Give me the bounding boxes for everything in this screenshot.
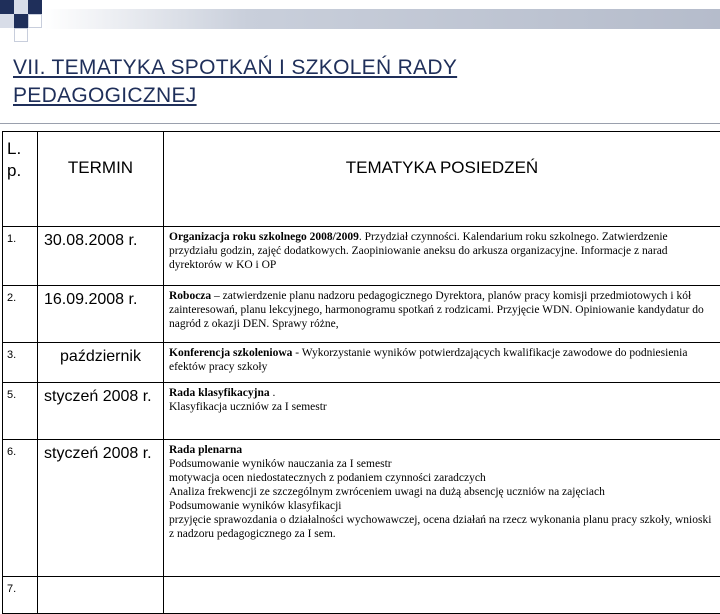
decor-square	[14, 28, 28, 42]
header-topic: TEMATYKA POSIEDZEŃ	[164, 132, 720, 227]
topic-bold: Konferencja szkoleniowa	[169, 347, 292, 359]
topic-text: .	[270, 387, 276, 399]
table-row	[3, 577, 720, 614]
row-term: styczeń 2008 r.	[38, 383, 164, 440]
row-term: styczeń 2008 r.	[38, 440, 164, 577]
decor-square	[14, 0, 28, 14]
slide-title	[13, 54, 703, 110]
topic-bold: Rada plenarna	[169, 444, 242, 456]
row-topic	[164, 383, 720, 440]
decor-square	[0, 0, 14, 14]
table-row	[3, 383, 720, 440]
row-no: 3.	[3, 343, 38, 383]
slide-title-line2: PEDAGOGICZNEJ	[13, 82, 703, 110]
topic-bold: Rada klasyfikacyjna	[169, 387, 270, 399]
row-topic	[164, 577, 720, 614]
row-no: 5.	[3, 383, 38, 440]
header-term: TERMIN	[38, 132, 164, 227]
title-divider	[0, 123, 720, 124]
row-term: 16.09.2008 r.	[38, 286, 164, 343]
row-topic	[164, 227, 720, 286]
topic-text: – zatwierdzenie planu nadzoru pedagogicznego Dyrektora, planów pracy komisji przedmiotowych i kół zainteresowań, planu lekcyjnego, harmonogramu spotkań z rodzicami. Przyjęcie WDN. Opiniowanie kandydatur do nagród z okazji DEN. Sprawy różne,	[169, 290, 704, 330]
decor-square	[28, 14, 42, 28]
table-row	[3, 227, 720, 286]
row-no: 6.	[3, 440, 38, 577]
row-term: październik	[38, 343, 164, 383]
row-topic	[164, 286, 720, 343]
schedule-table	[2, 131, 720, 614]
topic-bold: Robocza	[169, 290, 211, 302]
topic-line: Podsumowanie wyników klasyfikacji	[169, 499, 716, 513]
row-no: 1.	[3, 227, 38, 286]
table-row	[3, 286, 720, 343]
table-row	[3, 343, 720, 383]
header-gradient-bar	[44, 9, 720, 29]
row-topic	[164, 343, 720, 383]
topic-bold: Organizacja roku szkolnego 2008/2009	[169, 231, 359, 243]
topic-line: motywacja ocen niedostatecznych z podaniem czynności zaradczych	[169, 471, 716, 485]
row-term: 30.08.2008 r.	[38, 227, 164, 286]
topic-line: Analiza frekwencji ze szczególnym zwróceniem uwagi na dużą absencję uczniów na zajęciach	[169, 485, 716, 499]
table-header-row	[3, 132, 720, 227]
topic-text: . Przydział czynności. Kalendarium roku szkolnego. Zatwierdzenie przydziału godzin, zajęć dodatkowych. Zaopiniowanie aneksu do arkusza organizacyjne. Informacje z narad dyrektorów w KO i OP	[169, 231, 668, 271]
topic-line: Podsumowanie wyników nauczania za I semestr	[169, 457, 716, 471]
topic-line: przyjęcie sprawozdania o działalności wychowawczej, ocena działań na rzecz wykonania planu pracy szkoły, wnioski z nadzoru pedagogicznego za I sem.	[169, 513, 716, 541]
row-no: 7.	[3, 577, 38, 614]
decor-square	[28, 0, 42, 14]
row-term	[38, 577, 164, 614]
slide-title-line1: VII. TEMATYKA SPOTKAŃ I SZKOLEŃ RADY	[13, 54, 703, 82]
decor-square	[0, 14, 14, 28]
decor-square	[14, 14, 28, 28]
row-no: 2.	[3, 286, 38, 343]
topic-text: - Wykorzystanie wyników potwierdzających kwalifikacje zawodowe do podniesienia efektów pracy szkoły	[169, 347, 687, 373]
topic-line: Klasyfikacja uczniów za I semestr	[169, 400, 716, 414]
table-row	[3, 440, 720, 577]
header-no: L. p.	[3, 132, 38, 227]
row-topic	[164, 440, 720, 577]
